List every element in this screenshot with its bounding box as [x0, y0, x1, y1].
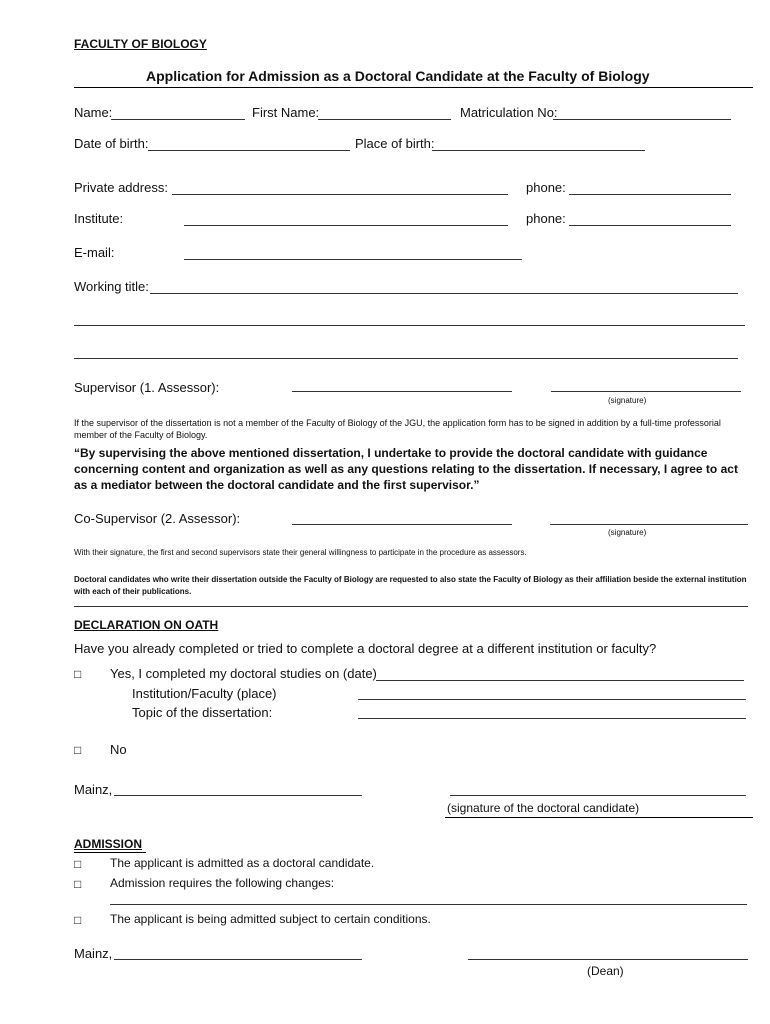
supervisor-signature-caption: (signature)	[608, 396, 647, 405]
conditions-checkbox[interactable]: □	[74, 913, 82, 927]
institution-label: Institution/Faculty (place)	[132, 686, 277, 701]
admission-mainz-label: Mainz,	[74, 946, 113, 961]
supervisor-signature-field[interactable]	[551, 391, 741, 392]
first-name-label: First Name:	[252, 105, 320, 120]
phone2-field[interactable]	[569, 225, 731, 226]
working-title-line-2[interactable]	[74, 325, 745, 326]
yes-label: Yes, I completed my doctoral studies on (date)	[110, 666, 377, 681]
supervisor-quote: “By supervising the above mentioned dissertation, I undertake to provide the doctoral candidate with guidance concerning content and organization as well as any questions relating to the dissertation. If necessary, I agree to act as a mediator between the doctoral candidate and the first supervisor.”	[74, 446, 738, 492]
changes-label: Admission requires the following changes:	[110, 876, 335, 890]
oath-mainz-label: Mainz,	[74, 782, 113, 797]
changes-checkbox[interactable]: □	[74, 877, 82, 891]
phone2-label: phone:	[526, 211, 566, 226]
cosupervisor-signature-field[interactable]	[550, 524, 748, 525]
cosupervisor-signature-caption: (signature)	[608, 528, 647, 537]
working-title-field[interactable]	[150, 293, 738, 294]
conditions-label: The applicant is being admitted subject to certain conditions.	[110, 912, 431, 926]
email-field[interactable]	[184, 259, 522, 260]
affiliation-note: Doctoral candidates who write their dissertation outside the Faculty of Biology are requested to also state the Faculty of Biology as their affiliation beside the external institution with each of their publications.	[74, 575, 747, 596]
topic-field[interactable]	[358, 718, 746, 719]
cosupervisor-label: Co-Supervisor (2. Assessor):	[74, 511, 241, 526]
working-title-label: Working title:	[74, 279, 149, 294]
yes-checkbox[interactable]: □	[74, 667, 82, 681]
page-title: Application for Admission as a Doctoral Candidate at the Faculty of Biology	[146, 68, 650, 84]
dob-field[interactable]	[148, 150, 350, 151]
email-label: E-mail:	[74, 245, 115, 260]
dean-caption: (Dean)	[587, 964, 624, 978]
supervisor-note: If the supervisor of the dissertation is not a member of the Faculty of Biology of the JGU, the application form has to be signed in addition by a full-time professorial member of the Faculty of Biology.	[74, 418, 721, 440]
admission-heading-rule	[74, 852, 146, 853]
dean-signature-field[interactable]	[468, 959, 748, 960]
changes-field[interactable]	[110, 904, 747, 905]
dob-label: Date of birth:	[74, 136, 149, 151]
oath-date-field[interactable]	[114, 795, 362, 796]
cosupervisor-name-field[interactable]	[292, 524, 512, 525]
institute-field[interactable]	[184, 225, 508, 226]
admission-date-field[interactable]	[114, 959, 362, 960]
admitted-label: The applicant is admitted as a doctoral candidate.	[110, 856, 375, 870]
name-label: Name:	[74, 105, 113, 120]
first-name-field[interactable]	[318, 119, 451, 120]
pob-label: Place of birth:	[355, 136, 435, 151]
institution-field[interactable]	[358, 699, 746, 700]
faculty-heading: FACULTY OF BIOLOGY	[74, 37, 207, 51]
supervisor-name-field[interactable]	[292, 391, 512, 392]
assessor-willingness-note: With their signature, the first and second supervisors state their general willingness to participate in the procedure as assessors.	[74, 548, 527, 557]
completion-date-field[interactable]	[376, 680, 744, 681]
phone1-field[interactable]	[569, 194, 731, 195]
matriculation-field[interactable]	[553, 119, 731, 120]
oath-heading: DECLARATION ON OATH	[74, 618, 219, 632]
working-title-line-3[interactable]	[74, 358, 738, 359]
oath-question: Have you already completed or tried to complete a doctoral degree at a different institution or faculty?	[74, 641, 657, 656]
supervisor-label: Supervisor (1. Assessor):	[74, 380, 220, 395]
private-address-label: Private address:	[74, 180, 168, 195]
matriculation-label: Matriculation No:	[460, 105, 558, 120]
pob-field[interactable]	[432, 150, 645, 151]
admission-heading: ADMISSION	[74, 837, 143, 851]
candidate-signature-caption: (signature of the doctoral candidate)	[447, 801, 640, 815]
no-checkbox[interactable]: □	[74, 743, 82, 757]
no-label: No	[110, 742, 127, 757]
admitted-checkbox[interactable]: □	[74, 857, 82, 871]
topic-label: Topic of the dissertation:	[132, 705, 273, 720]
name-field[interactable]	[111, 119, 245, 120]
oath-closing-rule	[445, 817, 753, 818]
phone1-label: phone:	[526, 180, 566, 195]
institute-label: Institute:	[74, 211, 124, 226]
candidate-signature-field[interactable]	[450, 795, 746, 796]
private-address-field[interactable]	[172, 194, 508, 195]
title-rule	[74, 87, 753, 88]
separator-line	[74, 606, 748, 607]
